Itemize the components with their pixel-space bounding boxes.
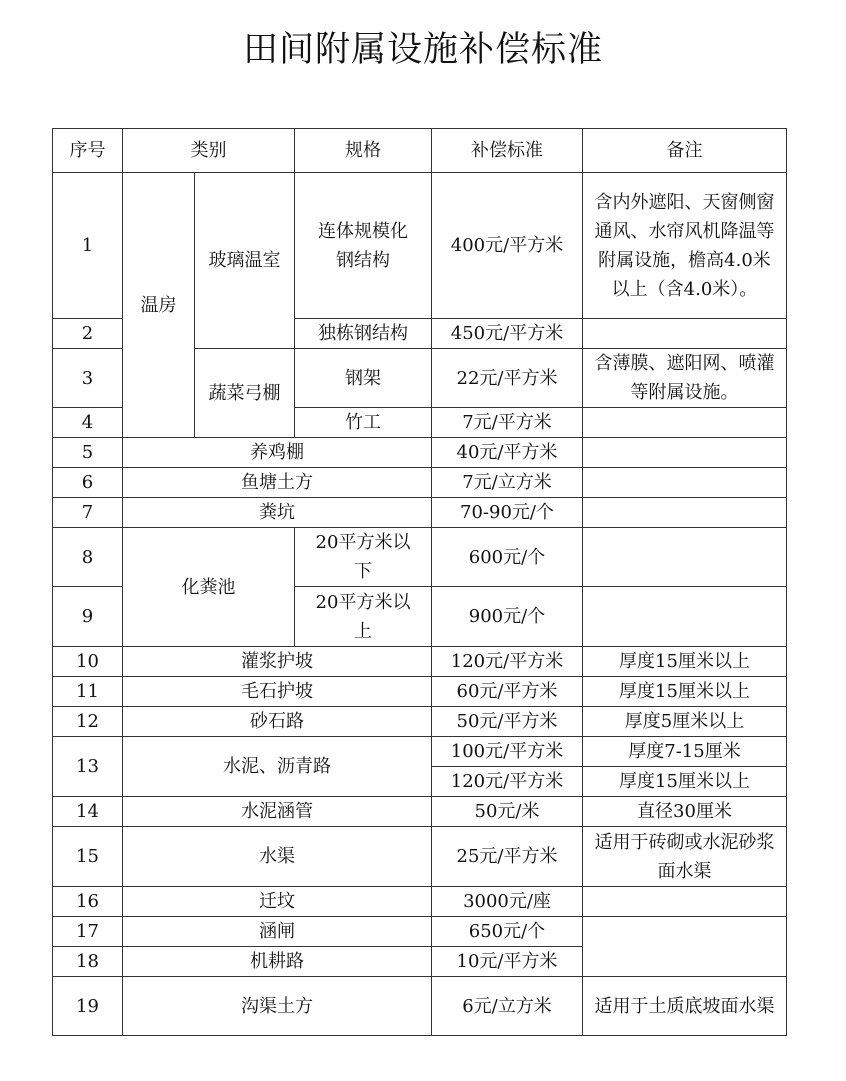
remark-cell: 厚度15厘米以上 (583, 767, 787, 797)
standard-cell: 120元/平方米 (432, 647, 583, 677)
standard-cell: 50元/米 (432, 797, 583, 827)
subcategory-cell: 蔬菜弓棚 (195, 349, 295, 438)
standard-cell: 10元/平方米 (432, 947, 583, 977)
row-index: 13 (53, 737, 123, 797)
row-index: 18 (53, 947, 123, 977)
standard-cell: 400元/平方米 (432, 173, 583, 319)
remark-cell: 厚度15厘米以上 (583, 647, 787, 677)
remark-cell (583, 438, 787, 468)
standard-cell: 6元/立方米 (432, 977, 583, 1036)
header-remark: 备注 (583, 129, 787, 173)
table-row (53, 498, 787, 528)
page-title: 田间附属设施补偿标准 (242, 30, 603, 70)
row-index: 6 (53, 468, 123, 498)
standard-cell: 25元/平方米 (432, 827, 583, 887)
table-row (53, 917, 787, 947)
row-index: 2 (53, 319, 123, 349)
header-row (53, 129, 787, 173)
header-standard: 补偿标准 (432, 129, 583, 173)
header-spec: 规格 (295, 129, 432, 173)
spec-cell: 钢架 (295, 349, 432, 408)
remark-cell (583, 319, 787, 349)
category-cell: 养鸡棚 (123, 438, 432, 468)
table-row (53, 977, 787, 1036)
category-cell: 水渠 (123, 827, 432, 887)
standard-cell: 3000元/座 (432, 887, 583, 917)
remark-cell (583, 349, 787, 408)
remark-cell: 厚度7-15厘米 (583, 737, 787, 767)
row-index: 10 (53, 647, 123, 677)
remark-cell (583, 173, 787, 319)
category-cell: 化粪池 (123, 528, 295, 647)
standard-cell: 900元/个 (432, 587, 583, 647)
standard-cell: 650元/个 (432, 917, 583, 947)
standard-cell: 120元/平方米 (432, 767, 583, 797)
table-row (53, 827, 787, 887)
header-category: 类别 (123, 129, 295, 173)
remark-cell (583, 528, 787, 587)
category-cell: 涵闸 (123, 917, 432, 947)
category-cell: 毛石护坡 (123, 677, 432, 707)
table-row (53, 173, 787, 319)
table-row (53, 797, 787, 827)
remark-cell: 厚度5厘米以上 (583, 707, 787, 737)
standard-cell: 7元/平方米 (432, 408, 583, 438)
standard-cell: 600元/个 (432, 528, 583, 587)
spec-text: 连体规模化钢结构 (318, 220, 408, 271)
spec-cell: 独栋钢结构 (295, 319, 432, 349)
row-index: 1 (53, 173, 123, 319)
category-cell: 鱼塘土方 (123, 468, 432, 498)
standard-cell: 100元/平方米 (432, 737, 583, 767)
category-cell: 水泥涵管 (123, 797, 432, 827)
category-cell: 迁坟 (123, 887, 432, 917)
category-cell: 灌浆护坡 (123, 647, 432, 677)
remark-text: 适用于砖砌或水泥砂浆面水渠 (594, 831, 775, 882)
header-index: 序号 (53, 129, 123, 173)
table-row (53, 647, 787, 677)
table-row (53, 468, 787, 498)
standard-cell: 450元/平方米 (432, 319, 583, 349)
standard-cell: 60元/平方米 (432, 677, 583, 707)
remark-cell (583, 468, 787, 498)
subcategory-cell: 玻璃温室 (195, 173, 295, 349)
category-cell: 砂石路 (123, 707, 432, 737)
table-row (53, 677, 787, 707)
compensation-table (52, 128, 787, 1036)
remark-cell (583, 887, 787, 917)
category-cell: 沟渠土方 (123, 977, 432, 1036)
row-index: 19 (53, 977, 123, 1036)
table-row (53, 887, 787, 917)
row-index: 4 (53, 408, 123, 438)
remark-text: 含薄膜、遮阳网、喷灌等附属设施。 (594, 353, 775, 403)
remark-cell (583, 827, 787, 887)
remark-cell (583, 977, 787, 1036)
row-index: 15 (53, 827, 123, 887)
row-index: 7 (53, 498, 123, 528)
table-row (53, 438, 787, 468)
spec-cell (295, 173, 432, 319)
remark-cell (583, 917, 787, 977)
table-row (53, 737, 787, 767)
remark-cell: 厚度15厘米以上 (583, 677, 787, 707)
remark-cell (583, 498, 787, 528)
category-cell: 温房 (123, 173, 195, 438)
category-cell: 粪坑 (123, 498, 432, 528)
standard-cell: 7元/立方米 (432, 468, 583, 498)
row-index: 3 (53, 349, 123, 408)
remark-text: 适用于土质底坡面水渠 (594, 995, 775, 1017)
standard-cell: 70-90元/个 (432, 498, 583, 528)
row-index: 8 (53, 528, 123, 587)
row-index: 5 (53, 438, 123, 468)
remark-text: 含内外遮阳、天窗侧窗通风、水帘风机降温等附属设施，檐高4.0米以上（含4.0米）。 (594, 191, 775, 300)
spec-cell (295, 587, 432, 647)
table-row (53, 528, 787, 587)
category-cell: 水泥、沥青路 (123, 737, 432, 797)
row-index: 9 (53, 587, 123, 647)
spec-cell: 竹工 (295, 408, 432, 438)
remark-cell (583, 408, 787, 438)
row-index: 16 (53, 887, 123, 917)
standard-cell: 40元/平方米 (432, 438, 583, 468)
remark-cell (583, 587, 787, 647)
row-index: 14 (53, 797, 123, 827)
row-index: 11 (53, 677, 123, 707)
category-cell: 机耕路 (123, 947, 432, 977)
spec-cell (295, 528, 432, 587)
row-index: 17 (53, 917, 123, 947)
remark-cell: 直径30厘米 (583, 797, 787, 827)
row-index: 12 (53, 707, 123, 737)
standard-cell: 50元/平方米 (432, 707, 583, 737)
standard-cell: 22元/平方米 (432, 349, 583, 408)
spec-text: 20平方米以上 (315, 591, 411, 642)
spec-text: 20平方米以下 (315, 532, 411, 582)
table-row (53, 707, 787, 737)
